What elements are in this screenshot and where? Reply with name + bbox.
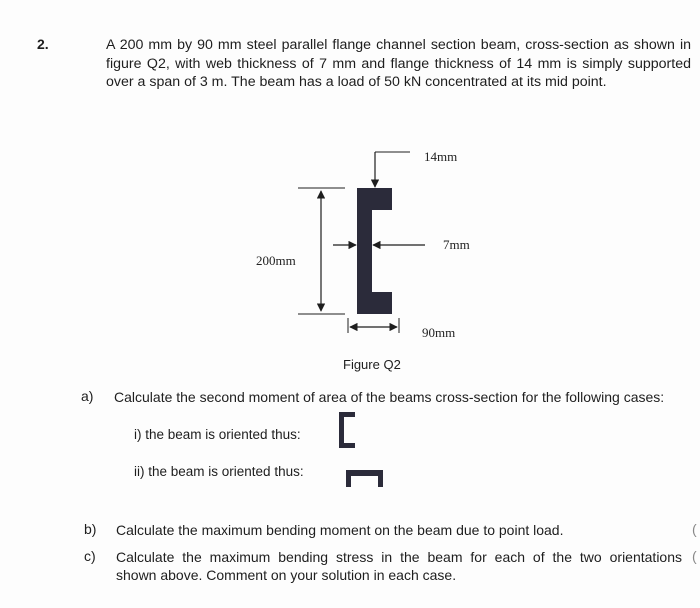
part-a-label: a) [81,388,94,404]
height-label: 200mm [256,253,296,268]
edge-mark-1: ( [692,521,697,537]
question-number: 2. [37,36,49,52]
part-a-text: Calculate the second moment of area of the beams cross-section for the following cases: [114,389,665,405]
orientation-channel-upright-icon [339,412,355,448]
channel-section [357,188,392,314]
orientation-channel-down-icon [346,470,383,487]
question-text: A 200 mm by 90 mm steel parallel flange channel section beam, cross-section as shown in figure Q2, with web thickness of 7 mm and flange thickness of 14 mm is simply supported over a span of 3 m. The beam has a load of 50 kN concentrated at its mid point. [106,37,691,91]
part-a-case-2: ii) the beam is oriented thus: [134,464,304,479]
web-thickness-label: 7mm [443,237,470,252]
part-b-label: b) [84,521,97,537]
figure-caption: Figure Q2 [343,357,401,372]
part-c-text-line1: Calculate the maximum bending stress in the beam for each of the two orientations [116,549,682,565]
flange-thickness-label: 14mm [424,149,458,164]
part-c-label: c) [84,548,96,564]
part-c-text-line2: shown above. Comment on your solution in each case. [116,567,457,583]
part-a-case-1: i) the beam is oriented thus: [134,427,301,442]
width-label: 90mm [422,325,456,340]
edge-mark-2: ( [692,548,697,564]
part-b-text: Calculate the maximum bending moment on the beam due to point load. [116,522,564,538]
